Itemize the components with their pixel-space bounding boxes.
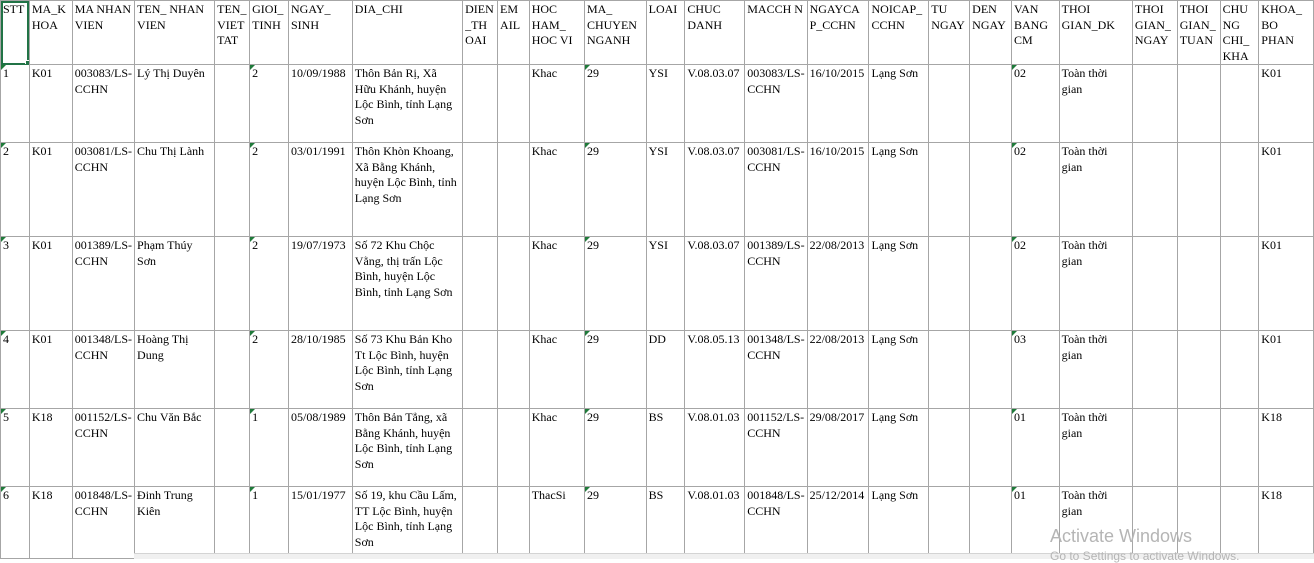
table-row	[1, 237, 1314, 331]
cell-em-ail[interactable]	[498, 331, 530, 409]
cell-ma-nhan-vien[interactable]: 001348/LS-CCHN	[72, 331, 134, 409]
cell-gioi-tinh[interactable]: 1	[250, 409, 289, 487]
cell-van-bang-cm[interactable]: 01	[1012, 487, 1060, 559]
cell-macch-n[interactable]: 001348/LS-CCHN	[745, 331, 807, 409]
cell-chuc-danh[interactable]: V.08.01.03	[685, 487, 745, 559]
table-row	[1, 65, 1314, 143]
header-cell-noicap-cchn[interactable]: NOICAP_ CCHN	[869, 1, 929, 65]
cell-ten-viet-tat[interactable]	[215, 143, 250, 237]
cell-hoc-ham-hoc-vi[interactable]: Khac	[529, 237, 584, 331]
cell-khoa-bo-phan[interactable]: K01	[1259, 143, 1314, 237]
cell-thoi-gian-tuan[interactable]	[1177, 487, 1220, 559]
cell-chuc-danh[interactable]: V.08.03.07	[685, 143, 745, 237]
cell-noicap-cchn[interactable]: Lạng Sơn	[869, 143, 929, 237]
header-cell-den-ngay[interactable]: DEN NGAY	[970, 1, 1012, 65]
header-cell-dien-th-oai[interactable]: DIEN _TH OAI	[463, 1, 498, 65]
cell-dia-chi[interactable]: Thôn Bản Tẳng, xã Bằng Khánh, huyện Lộc Bình, tỉnh Lạng Sơn	[352, 409, 462, 487]
cell-den-ngay[interactable]	[970, 237, 1012, 331]
cell-loai[interactable]: DD	[646, 331, 685, 409]
cell-gioi-tinh[interactable]: 1	[250, 487, 289, 559]
table-row	[1, 331, 1314, 409]
cell-ten-nhan-vien[interactable]: Chu Thị Lành	[135, 143, 215, 237]
cell-ma-nhan-vien[interactable]: 001848/LS-CCHN	[72, 487, 134, 559]
cell-ma-k-hoa[interactable]: K01	[29, 237, 72, 331]
header-cell-ngay-sinh[interactable]: NGAY_ SINH	[288, 1, 352, 65]
cell-dien-th-oai[interactable]	[463, 409, 498, 487]
cell-van-bang-cm[interactable]: 02	[1012, 143, 1060, 237]
cell-macch-n[interactable]: 001152/LS-CCHN	[745, 409, 807, 487]
cell-ngay-sinh[interactable]: 28/10/1985	[288, 331, 352, 409]
cell-ma-k-hoa[interactable]: K01	[29, 143, 72, 237]
cell-gioi-tinh[interactable]: 2	[250, 331, 289, 409]
cell-dia-chi[interactable]: Thôn Bản Rị, Xã Hữu Khánh, huyện Lộc Bình, tỉnh Lạng Sơn	[352, 65, 462, 143]
cell-hoc-ham-hoc-vi[interactable]: Khac	[529, 65, 584, 143]
cell-ngay-sinh[interactable]: 03/01/1991	[288, 143, 352, 237]
cell-chu-ng-chi-kha[interactable]	[1220, 65, 1259, 143]
cell-ngayca-p-cchn[interactable]: 16/10/2015	[807, 65, 869, 143]
cell-loai[interactable]: BS	[646, 487, 685, 559]
cell-thoi-gian-dk[interactable]: Toàn thời gian	[1059, 65, 1132, 143]
cell-stt[interactable]: 4	[1, 331, 30, 409]
header-cell-tu-ngay[interactable]: TU NGAY	[929, 1, 970, 65]
cell-loai[interactable]: YSI	[646, 237, 685, 331]
cell-gioi-tinh[interactable]: 2	[250, 237, 289, 331]
cell-ngayca-p-cchn[interactable]: 22/08/2013	[807, 331, 869, 409]
cell-thoi-gian-tuan[interactable]	[1177, 331, 1220, 409]
header-cell-chu-ng-chi-kha[interactable]: CHU NG CHI_ KHA	[1220, 1, 1259, 65]
cell-noicap-cchn[interactable]: Lạng Sơn	[869, 65, 929, 143]
cell-macch-n[interactable]: 003081/LS-CCHN	[745, 143, 807, 237]
cell-khoa-bo-phan[interactable]: K18	[1259, 409, 1314, 487]
cell-dia-chi[interactable]: Số 19, khu Cầu Lấm, TT Lộc Bình, huyện Lộc Bình, tỉnh Lạng Sơn	[352, 487, 462, 559]
cell-gioi-tinh[interactable]: 2	[250, 65, 289, 143]
cell-khoa-bo-phan[interactable]: K01	[1259, 237, 1314, 331]
cell-loai[interactable]: YSI	[646, 143, 685, 237]
header-cell-thoi-gian-tuan[interactable]: THOI GIAN_ TUAN	[1177, 1, 1220, 65]
cell-ten-nhan-vien[interactable]: Đinh Trung Kiên	[135, 487, 215, 559]
cell-ma-nhan-vien[interactable]: 003083/LS-CCHN	[72, 65, 134, 143]
cell-ten-nhan-vien[interactable]: Phạm Thúy Sơn	[135, 237, 215, 331]
cell-noicap-cchn[interactable]: Lạng Sơn	[869, 487, 929, 559]
cell-ten-viet-tat[interactable]	[215, 65, 250, 143]
cell-loai[interactable]: YSI	[646, 65, 685, 143]
cell-noicap-cchn[interactable]: Lạng Sơn	[869, 237, 929, 331]
cell-thoi-gian-ngay[interactable]	[1132, 143, 1177, 237]
cell-ten-viet-tat[interactable]	[215, 409, 250, 487]
cell-tu-ngay[interactable]	[929, 331, 970, 409]
cell-tu-ngay[interactable]	[929, 143, 970, 237]
cell-khoa-bo-phan[interactable]: K01	[1259, 331, 1314, 409]
cell-em-ail[interactable]	[498, 143, 530, 237]
header-cell-loai[interactable]: LOAI	[646, 1, 685, 65]
cell-thoi-gian-dk[interactable]: Toàn thời gian	[1059, 409, 1132, 487]
cell-ngay-sinh[interactable]: 19/07/1973	[288, 237, 352, 331]
cell-van-bang-cm[interactable]: 02	[1012, 65, 1060, 143]
header-cell-ten-viet-tat[interactable]: TEN_ VIET TAT	[215, 1, 250, 65]
cell-ten-nhan-vien[interactable]: Chu Văn Bắc	[135, 409, 215, 487]
cell-stt[interactable]: 6	[1, 487, 30, 559]
cell-thoi-gian-tuan[interactable]	[1177, 143, 1220, 237]
cell-hoc-ham-hoc-vi[interactable]: Khac	[529, 331, 584, 409]
cell-dia-chi[interactable]: Số 73 Khu Bản Kho Tt Lộc Bình, huyện Lộc Bình, tỉnh Lạng Sơn	[352, 331, 462, 409]
cell-dien-th-oai[interactable]	[463, 65, 498, 143]
cell-chu-ng-chi-kha[interactable]	[1220, 143, 1259, 237]
cell-den-ngay[interactable]	[970, 331, 1012, 409]
cell-khoa-bo-phan[interactable]: K18	[1259, 487, 1314, 559]
header-cell-khoa-bo-phan[interactable]: KHOA_ BO PHAN	[1259, 1, 1314, 65]
header-cell-ten-nhan-vien[interactable]: TEN_ NHAN VIEN	[135, 1, 215, 65]
cell-hoc-ham-hoc-vi[interactable]: Khac	[529, 409, 584, 487]
cell-chu-ng-chi-kha[interactable]	[1220, 331, 1259, 409]
cell-van-bang-cm[interactable]: 01	[1012, 409, 1060, 487]
cell-chu-ng-chi-kha[interactable]	[1220, 487, 1259, 559]
cell-em-ail[interactable]	[498, 65, 530, 143]
header-cell-macch-n[interactable]: MACCH N	[745, 1, 807, 65]
cell-ngayca-p-cchn[interactable]: 29/08/2017	[807, 409, 869, 487]
cell-ma-chuyen-nganh[interactable]: 29	[584, 65, 646, 143]
cell-ma-chuyen-nganh[interactable]: 29	[584, 143, 646, 237]
cell-den-ngay[interactable]	[970, 487, 1012, 559]
header-cell-dia-chi[interactable]: DIA_CHI	[352, 1, 462, 65]
cell-ten-nhan-vien[interactable]: Hoàng Thị Dung	[135, 331, 215, 409]
cell-thoi-gian-dk[interactable]: Toàn thời gian	[1059, 487, 1132, 559]
cell-noicap-cchn[interactable]: Lạng Sơn	[869, 331, 929, 409]
cell-den-ngay[interactable]	[970, 65, 1012, 143]
header-cell-gioi-tinh[interactable]: GIOI_ TINH	[250, 1, 289, 65]
header-cell-ma-k-hoa[interactable]: MA_K HOA	[29, 1, 72, 65]
cell-thoi-gian-dk[interactable]: Toàn thời gian	[1059, 237, 1132, 331]
cell-ma-chuyen-nganh[interactable]: 29	[584, 487, 646, 559]
cell-chu-ng-chi-kha[interactable]	[1220, 409, 1259, 487]
table-row	[1, 487, 1314, 559]
cell-ma-chuyen-nganh[interactable]: 29	[584, 237, 646, 331]
cell-noicap-cchn[interactable]: Lạng Sơn	[869, 409, 929, 487]
cell-ten-viet-tat[interactable]	[215, 237, 250, 331]
cell-ma-k-hoa[interactable]: K01	[29, 65, 72, 143]
table-row	[1, 143, 1314, 237]
cell-thoi-gian-ngay[interactable]	[1132, 237, 1177, 331]
cell-stt[interactable]: 5	[1, 409, 30, 487]
cell-stt[interactable]: 3	[1, 237, 30, 331]
cell-macch-n[interactable]: 001389/LS-CCHN	[745, 237, 807, 331]
cell-van-bang-cm[interactable]: 03	[1012, 331, 1060, 409]
cell-dien-th-oai[interactable]	[463, 237, 498, 331]
header-cell-chuc-danh[interactable]: CHUC DANH	[685, 1, 745, 65]
cell-hoc-ham-hoc-vi[interactable]: ThacSi	[529, 487, 584, 559]
cell-chuc-danh[interactable]: V.08.05.13	[685, 331, 745, 409]
cell-thoi-gian-ngay[interactable]	[1132, 487, 1177, 559]
cell-ma-nhan-vien[interactable]: 001389/LS-CCHN	[72, 237, 134, 331]
cell-ma-chuyen-nganh[interactable]: 29	[584, 331, 646, 409]
cell-thoi-gian-tuan[interactable]	[1177, 237, 1220, 331]
cell-tu-ngay[interactable]	[929, 409, 970, 487]
cell-khoa-bo-phan[interactable]: K01	[1259, 65, 1314, 143]
cell-chuc-danh[interactable]: V.08.03.07	[685, 65, 745, 143]
cell-em-ail[interactable]	[498, 409, 530, 487]
cell-dien-th-oai[interactable]	[463, 331, 498, 409]
cell-macch-n[interactable]: 001848/LS-CCHN	[745, 487, 807, 559]
cell-tu-ngay[interactable]	[929, 487, 970, 559]
cell-chuc-danh[interactable]: V.08.03.07	[685, 237, 745, 331]
cell-stt[interactable]: 2	[1, 143, 30, 237]
cell-dien-th-oai[interactable]	[463, 487, 498, 559]
cell-hoc-ham-hoc-vi[interactable]: Khac	[529, 143, 584, 237]
header-row	[1, 1, 1314, 65]
cell-dia-chi[interactable]: Số 72 Khu Chộc Vằng, thị trấn Lộc Bình, huyện Lộc Bình, tỉnh Lạng Sơn	[352, 237, 462, 331]
activate-windows-hint: Go to Settings to activate Windows.	[1050, 549, 1240, 563]
cell-em-ail[interactable]	[498, 237, 530, 331]
cell-ma-nhan-vien[interactable]: 001152/LS-CCHN	[72, 409, 134, 487]
cell-thoi-gian-ngay[interactable]	[1132, 331, 1177, 409]
header-cell-ma-chuyen-nganh[interactable]: MA_ CHUYEN NGANH	[584, 1, 646, 65]
cell-ma-chuyen-nganh[interactable]: 29	[584, 409, 646, 487]
cell-ma-k-hoa[interactable]: K01	[29, 331, 72, 409]
cell-em-ail[interactable]	[498, 487, 530, 559]
cell-van-bang-cm[interactable]: 02	[1012, 237, 1060, 331]
header-cell-thoi-gian-dk[interactable]: THOI GIAN_DK	[1059, 1, 1132, 65]
cell-dien-th-oai[interactable]	[463, 143, 498, 237]
header-cell-ma-nhan-vien[interactable]: MA NHAN VIEN	[72, 1, 134, 65]
cell-loai[interactable]: BS	[646, 409, 685, 487]
cell-ngay-sinh[interactable]: 05/08/1989	[288, 409, 352, 487]
cell-ten-viet-tat[interactable]	[215, 487, 250, 559]
cell-thoi-gian-ngay[interactable]	[1132, 65, 1177, 143]
header-cell-thoi-gian-ngay[interactable]: THOI GIAN_ NGAY	[1132, 1, 1177, 65]
cell-tu-ngay[interactable]	[929, 237, 970, 331]
cell-ten-viet-tat[interactable]	[215, 331, 250, 409]
header-cell-em-ail[interactable]: EM AIL	[498, 1, 530, 65]
cell-tu-ngay[interactable]	[929, 65, 970, 143]
cell-macch-n[interactable]: 003083/LS-CCHN	[745, 65, 807, 143]
cell-den-ngay[interactable]	[970, 143, 1012, 237]
cell-chu-ng-chi-kha[interactable]	[1220, 237, 1259, 331]
cell-ma-nhan-vien[interactable]: 003081/LS-CCHN	[72, 143, 134, 237]
cell-ngay-sinh[interactable]: 10/09/1988	[288, 65, 352, 143]
cell-gioi-tinh[interactable]: 2	[250, 143, 289, 237]
cell-thoi-gian-tuan[interactable]	[1177, 65, 1220, 143]
cell-ngayca-p-cchn[interactable]: 22/08/2013	[807, 237, 869, 331]
header-cell-hoc-ham-hoc-vi[interactable]: HOC HAM_ HOC VI	[529, 1, 584, 65]
cell-den-ngay[interactable]	[970, 409, 1012, 487]
table-row	[1, 409, 1314, 487]
header-cell-ngayca-p-cchn[interactable]: NGAYCA P_CCHN	[807, 1, 869, 65]
cell-ma-k-hoa[interactable]: K18	[29, 487, 72, 559]
cell-ma-k-hoa[interactable]: K18	[29, 409, 72, 487]
header-cell-van-bang-cm[interactable]: VAN BANG CM	[1012, 1, 1060, 65]
cell-ngay-sinh[interactable]: 15/01/1977	[288, 487, 352, 559]
cell-stt[interactable]: 1	[1, 65, 30, 143]
cell-thoi-gian-ngay[interactable]	[1132, 409, 1177, 487]
cell-thoi-gian-dk[interactable]: Toàn thời gian	[1059, 331, 1132, 409]
cell-ngayca-p-cchn[interactable]: 16/10/2015	[807, 143, 869, 237]
cell-thoi-gian-tuan[interactable]	[1177, 409, 1220, 487]
cell-ngayca-p-cchn[interactable]: 25/12/2014	[807, 487, 869, 559]
header-cell-stt[interactable]: STT	[1, 1, 30, 65]
cell-chuc-danh[interactable]: V.08.01.03	[685, 409, 745, 487]
cell-ten-nhan-vien[interactable]: Lý Thị Duyên	[135, 65, 215, 143]
cell-thoi-gian-dk[interactable]: Toàn thời gian	[1059, 143, 1132, 237]
activate-windows-watermark: Activate Windows	[1050, 526, 1193, 546]
cell-dia-chi[interactable]: Thôn Khòn Khoang, Xã Bằng Khánh, huyện Lộc Bình, tỉnh Lạng Sơn	[352, 143, 462, 237]
